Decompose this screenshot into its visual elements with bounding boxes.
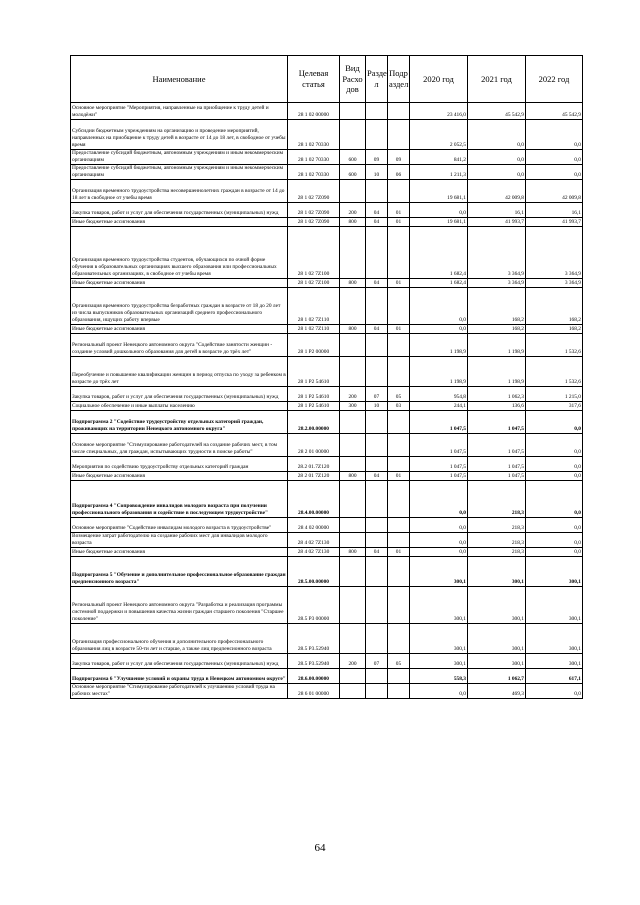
table-row (71, 684, 583, 699)
cell-year-2022: 0,0 (526, 434, 583, 457)
cell-subsection: 01 (388, 218, 410, 227)
cell-year-2020: 1 198,9 (410, 357, 468, 387)
cell-year-2021: 1 198,9 (468, 357, 526, 387)
cell-year-2020: 1 047,5 (410, 457, 468, 472)
cell-year-2020: 0,0 (410, 325, 468, 334)
cell-target-article: 28 1 02 70330 (288, 150, 340, 165)
cell-name: Возмещение затрат работодателю на создание рабочих мест для инвалидов молодого возраста (71, 533, 288, 548)
cell-year-2022: 168,2 (526, 288, 583, 325)
cell-name: Региональный проект Ненецкого автономного округа "Разработка и реализация программы системной поддержки и повышения качества жизни граждан старшего поколения "Старшее поколение" (71, 587, 288, 624)
table-row (71, 669, 583, 684)
table-row (71, 518, 583, 533)
cell-year-2021: 0,0 (468, 165, 526, 180)
cell-name: Основное мероприятие "Содействие инвалидам молодого возраста в трудоустройстве" (71, 518, 288, 533)
cell-year-2020: 1 047,5 (410, 472, 468, 481)
cell-section (366, 227, 388, 279)
cell-year-2021: 218,3 (468, 533, 526, 548)
header-name: Наименование (71, 56, 288, 103)
cell-year-2021: 3 364,9 (468, 227, 526, 279)
cell-subsection (388, 103, 410, 120)
cell-year-2021: 3 364,9 (468, 279, 526, 288)
cell-target-article: 28 1 P2 54610 (288, 402, 340, 411)
cell-year-2020: 1 047,5 (410, 411, 468, 434)
cell-expense-type (340, 518, 366, 533)
table-header-row (71, 56, 583, 103)
cell-target-article: 28 6 01 00000 (288, 684, 340, 699)
cell-year-2021: 16,1 (468, 203, 526, 218)
cell-year-2022: 0,0 (526, 165, 583, 180)
cell-year-2022: 1 532,6 (526, 357, 583, 387)
cell-subsection: 01 (388, 325, 410, 334)
cell-year-2022: 0,0 (526, 411, 583, 434)
table-row (71, 325, 583, 334)
cell-year-2020: 0,0 (410, 481, 468, 518)
cell-year-2020: 23 416,0 (410, 103, 468, 120)
cell-year-2020: 300,1 (410, 587, 468, 624)
table-row (71, 288, 583, 325)
cell-expense-type: 300 (340, 402, 366, 411)
cell-expense-type (340, 334, 366, 357)
table-row (71, 357, 583, 387)
cell-target-article: 28.2.00.00000 (288, 411, 340, 434)
cell-expense-type: 600 (340, 165, 366, 180)
cell-year-2021: 300,1 (468, 624, 526, 654)
cell-section (366, 434, 388, 457)
cell-target-article: 28 4 02 7Z130 (288, 548, 340, 557)
cell-target-article: 28 2 01 00000 (288, 434, 340, 457)
cell-year-2020: 0,0 (410, 684, 468, 699)
cell-year-2021: 136,6 (468, 402, 526, 411)
cell-name: Предоставление субсидий бюджетным, автономным учреждениям и иным некоммерческим организациям (71, 165, 288, 180)
table-row (71, 165, 583, 180)
table-row (71, 279, 583, 288)
cell-name: Региональный проект Ненецкого автономного округа "Содействие занятости женщин - создание условий дошкольного образования для детей в возрасте до трёх лет" (71, 334, 288, 357)
cell-target-article: 28.5 P3.52940 (288, 654, 340, 669)
table-row (71, 481, 583, 518)
cell-year-2021: 1 047,5 (468, 434, 526, 457)
cell-year-2022: 300,1 (526, 587, 583, 624)
cell-expense-type: 800 (340, 218, 366, 227)
cell-year-2022: 1 215,0 (526, 387, 583, 402)
page-number: 64 (314, 842, 326, 854)
cell-name: Мероприятия по содействию трудоустройству отдельных категорий граждан (71, 457, 288, 472)
table-row (71, 587, 583, 624)
cell-year-2021: 41 993,7 (468, 218, 526, 227)
cell-name: Основное мероприятие "Стимулирование работодателей на создание рабочих мест, в том числе специальных, для граждан, испытывающих трудности в поиске работы" (71, 434, 288, 457)
cell-section (366, 120, 388, 150)
cell-year-2020: 558,3 (410, 669, 468, 684)
cell-section: 04 (366, 548, 388, 557)
cell-subsection (388, 227, 410, 279)
cell-section: 04 (366, 325, 388, 334)
cell-name: Организация временного трудоустройства безработных граждан в возрасте от 18 до 20 лет из числа выпускников образовательных организаций среднего профессионального образования, ищущих работу впервые (71, 288, 288, 325)
cell-expense-type (340, 103, 366, 120)
cell-expense-type (340, 288, 366, 325)
table-row (71, 387, 583, 402)
table-row (71, 150, 583, 165)
cell-section: 10 (366, 402, 388, 411)
cell-year-2020: 1 682,4 (410, 227, 468, 279)
cell-expense-type: 200 (340, 387, 366, 402)
cell-year-2021: 1 047,5 (468, 411, 526, 434)
cell-year-2022: 300,1 (526, 624, 583, 654)
cell-name: Иные бюджетные ассигнования (71, 548, 288, 557)
cell-name: Организация временного трудоустройства несовершеннолетних граждан в возрасте от 14 до 18 лет в свободное от учебы время (71, 180, 288, 203)
cell-target-article: 28 1 02 7Z110 (288, 325, 340, 334)
cell-year-2021: 1 047,5 (468, 457, 526, 472)
cell-expense-type: 800 (340, 325, 366, 334)
cell-subsection: 09 (388, 150, 410, 165)
cell-name: Иные бюджетные ассигнования (71, 218, 288, 227)
cell-year-2021: 168,2 (468, 325, 526, 334)
cell-name: Закупка товаров, работ и услуг для обеспечения государственных (муниципальных) нужд (71, 203, 288, 218)
cell-year-2022: 41 993,7 (526, 218, 583, 227)
cell-subsection (388, 411, 410, 434)
cell-year-2021: 218,3 (468, 481, 526, 518)
cell-target-article: 28 4 02 7Z130 (288, 533, 340, 548)
cell-subsection (388, 434, 410, 457)
cell-section: 09 (366, 150, 388, 165)
cell-name: Основное мероприятие "Стимулирование работодателей к улучшению условий труда на рабочих местах" (71, 684, 288, 699)
table-row (71, 227, 583, 279)
cell-target-article: 28 1 02 7Z110 (288, 288, 340, 325)
cell-section (366, 533, 388, 548)
cell-expense-type (340, 624, 366, 654)
cell-section (366, 357, 388, 387)
cell-year-2020: 1 682,4 (410, 279, 468, 288)
table-row (71, 180, 583, 203)
cell-section (366, 481, 388, 518)
header-section: Разде л (366, 56, 388, 103)
cell-subsection (388, 669, 410, 684)
cell-name: Переобучение и повышение квалификации женщин в период отпуска по уходу за ребенком в возрасте до трёх лет (71, 357, 288, 387)
cell-expense-type (340, 357, 366, 387)
cell-year-2020: 300,1 (410, 557, 468, 587)
cell-year-2022: 0,0 (526, 481, 583, 518)
header-year-2021: 2021 год (468, 56, 526, 103)
cell-year-2021: 168,2 (468, 288, 526, 325)
cell-name: Иные бюджетные ассигнования (71, 279, 288, 288)
cell-year-2021: 45 542,9 (468, 103, 526, 120)
cell-target-article: 28.2 01.7Z120 (288, 457, 340, 472)
cell-section (366, 518, 388, 533)
table-row (71, 411, 583, 434)
cell-expense-type (340, 481, 366, 518)
cell-expense-type: 200 (340, 203, 366, 218)
cell-name: Иные бюджетные ассигнования (71, 325, 288, 334)
cell-subsection (388, 180, 410, 203)
cell-expense-type (340, 684, 366, 699)
cell-year-2020: 841,2 (410, 150, 468, 165)
cell-year-2021: 1 198,9 (468, 334, 526, 357)
cell-section (366, 557, 388, 587)
header-expense-type: Вид Расхо дов (340, 56, 366, 103)
table-row (71, 203, 583, 218)
table-row (71, 457, 583, 472)
cell-year-2022: 0,0 (526, 684, 583, 699)
cell-target-article: 28 1 P2 54610 (288, 357, 340, 387)
header-subsection: Подр аздел (388, 56, 410, 103)
cell-subsection (388, 684, 410, 699)
cell-subsection: 05 (388, 387, 410, 402)
cell-year-2022: 0,0 (526, 457, 583, 472)
cell-subsection (388, 120, 410, 150)
cell-year-2021: 1 062,7 (468, 669, 526, 684)
cell-section (366, 457, 388, 472)
cell-expense-type: 600 (340, 150, 366, 165)
table-body (71, 103, 583, 699)
cell-name: Иные бюджетные ассигнования (71, 472, 288, 481)
cell-name: Закупка товаров, работ и услуг для обеспечения государственных (муниципальных) нужд (71, 387, 288, 402)
cell-expense-type: 800 (340, 279, 366, 288)
cell-section: 07 (366, 654, 388, 669)
cell-year-2020: 1 211,3 (410, 165, 468, 180)
cell-expense-type (340, 587, 366, 624)
cell-year-2020: 0,0 (410, 548, 468, 557)
cell-target-article: 28 1 02 7Z100 (288, 279, 340, 288)
table-row (71, 557, 583, 587)
cell-year-2022: 168,2 (526, 325, 583, 334)
cell-section (366, 180, 388, 203)
table-row (71, 334, 583, 357)
cell-subsection (388, 624, 410, 654)
cell-subsection (388, 457, 410, 472)
cell-year-2020: 1 198,9 (410, 334, 468, 357)
cell-year-2020: 19 681,1 (410, 180, 468, 203)
table-row (71, 434, 583, 457)
cell-target-article: 28 1 02 7Z100 (288, 227, 340, 279)
cell-section: 04 (366, 218, 388, 227)
cell-expense-type (340, 434, 366, 457)
cell-subsection: 06 (388, 165, 410, 180)
cell-year-2022: 0,0 (526, 150, 583, 165)
cell-expense-type (340, 180, 366, 203)
cell-year-2022: 0,0 (526, 472, 583, 481)
cell-subsection (388, 557, 410, 587)
cell-expense-type: 200 (340, 654, 366, 669)
cell-year-2021: 42 009,8 (468, 180, 526, 203)
cell-year-2021: 1 062,3 (468, 387, 526, 402)
cell-year-2022: 42 009,8 (526, 180, 583, 203)
cell-name: Организация временного трудоустройства студентов, обучающихся по очной форме обучения в образовательных организациях высшего образования или профессиональных образовательных организациях, в свободное от учебы время (71, 227, 288, 279)
cell-expense-type (340, 533, 366, 548)
header-year-2022: 2022 год (526, 56, 583, 103)
table-row (71, 533, 583, 548)
cell-year-2020: 0,0 (410, 533, 468, 548)
cell-expense-type (340, 669, 366, 684)
cell-year-2020: 300,1 (410, 624, 468, 654)
cell-subsection: 01 (388, 279, 410, 288)
cell-expense-type (340, 411, 366, 434)
cell-year-2021: 218,3 (468, 518, 526, 533)
cell-target-article: 28.4.00.00000 (288, 481, 340, 518)
cell-year-2020: 1 047,5 (410, 434, 468, 457)
cell-year-2022: 617,1 (526, 669, 583, 684)
header-target-article: Целевая статья (288, 56, 340, 103)
cell-subsection (388, 334, 410, 357)
table-row (71, 624, 583, 654)
cell-year-2020: 0,0 (410, 203, 468, 218)
cell-subsection: 03 (388, 402, 410, 411)
table-row (71, 472, 583, 481)
cell-year-2021: 1 047,5 (468, 472, 526, 481)
cell-year-2022: 300,1 (526, 557, 583, 587)
cell-expense-type (340, 120, 366, 150)
cell-year-2022: 0,0 (526, 518, 583, 533)
cell-name: Подпрограмма 2 "Содействие трудоустройству отдельных категорий граждан, проживающих на территории Ненецкого автономного округа" (71, 411, 288, 434)
cell-year-2022: 317,6 (526, 402, 583, 411)
cell-target-article: 28.5.00.00000 (288, 557, 340, 587)
cell-section (366, 587, 388, 624)
cell-subsection (388, 481, 410, 518)
cell-year-2022: 16,1 (526, 203, 583, 218)
cell-subsection (388, 518, 410, 533)
cell-section (366, 103, 388, 120)
cell-subsection: 01 (388, 203, 410, 218)
cell-expense-type (340, 557, 366, 587)
cell-target-article: 28 1 P2 00000 (288, 334, 340, 357)
cell-name: Подпрограмма 4 "Сопровождение инвалидов молодого возраста при получении профессионального образования и содействие в последующем трудоустройстве" (71, 481, 288, 518)
cell-subsection (388, 533, 410, 548)
cell-target-article: 28 2 01 7Z120 (288, 472, 340, 481)
table-row (71, 654, 583, 669)
budget-table (70, 55, 583, 699)
cell-year-2020: 19 681,1 (410, 218, 468, 227)
cell-year-2021: 300,1 (468, 654, 526, 669)
header-year-2020: 2020 год (410, 56, 468, 103)
cell-subsection: 01 (388, 548, 410, 557)
budget-table-sheet (70, 55, 582, 699)
cell-year-2020: 0,0 (410, 288, 468, 325)
cell-section (366, 684, 388, 699)
cell-name: Подпрограмма 5 "Обучение и дополнительное профессиональное образование граждан предпенсионного возраста" (71, 557, 288, 587)
cell-name: Закупка товаров, работ и услуг для обеспечения государственных (муниципальных) нужд (71, 654, 288, 669)
cell-section: 04 (366, 279, 388, 288)
cell-name: Предоставление субсидий бюджетным, автономным учреждениям и иным некоммерческим организациям (71, 150, 288, 165)
cell-section (366, 669, 388, 684)
cell-name: Субсидии бюджетным учреждениям на организацию и проведение мероприятий, направленных на приобщение к труду детей в возрасте от 14 до 18 лет, в свободное от учебы время (71, 120, 288, 150)
cell-year-2022: 45 542,9 (526, 103, 583, 120)
cell-name: Подпрограмма 6 "Улучшение условий и охраны труда в Ненецком автономном округе" (71, 669, 288, 684)
cell-target-article: 28.6.00.00000 (288, 669, 340, 684)
cell-target-article: 28.5 P3.52940 (288, 624, 340, 654)
cell-year-2022: 3 364,9 (526, 227, 583, 279)
cell-name: Социальное обеспечение и иные выплаты населению (71, 402, 288, 411)
cell-expense-type: 800 (340, 548, 366, 557)
cell-section: 04 (366, 472, 388, 481)
cell-subsection (388, 288, 410, 325)
cell-expense-type (340, 227, 366, 279)
cell-section (366, 334, 388, 357)
table-row (71, 120, 583, 150)
cell-target-article: 28 1 02 70330 (288, 120, 340, 150)
cell-section: 10 (366, 165, 388, 180)
cell-year-2021: 469,3 (468, 684, 526, 699)
cell-year-2021: 300,1 (468, 587, 526, 624)
cell-year-2022: 1 532,6 (526, 334, 583, 357)
cell-year-2022: 0,0 (526, 533, 583, 548)
cell-target-article: 28 1 P2 54610 (288, 387, 340, 402)
table-row (71, 218, 583, 227)
table-row (71, 548, 583, 557)
cell-target-article: 28.5 P3 00000 (288, 587, 340, 624)
cell-year-2021: 0,0 (468, 120, 526, 150)
cell-target-article: 28 1 02 7Z090 (288, 180, 340, 203)
cell-target-article: 28 1 02 7Z090 (288, 218, 340, 227)
table-row (71, 103, 583, 120)
cell-subsection: 01 (388, 472, 410, 481)
cell-year-2022: 0,0 (526, 548, 583, 557)
cell-year-2020: 0,0 (410, 518, 468, 533)
cell-section: 07 (366, 387, 388, 402)
cell-subsection: 05 (388, 654, 410, 669)
cell-year-2021: 300,1 (468, 557, 526, 587)
cell-target-article: 28 1 02 00000 (288, 103, 340, 120)
cell-year-2020: 2 052,5 (410, 120, 468, 150)
table-row (71, 402, 583, 411)
cell-year-2021: 0,0 (468, 150, 526, 165)
cell-year-2020: 954,8 (410, 387, 468, 402)
cell-target-article: 28 4 02 00000 (288, 518, 340, 533)
cell-year-2022: 0,0 (526, 120, 583, 150)
cell-year-2022: 300,1 (526, 654, 583, 669)
cell-year-2020: 300,1 (410, 654, 468, 669)
cell-target-article: 28 1 02 70330 (288, 165, 340, 180)
cell-year-2021: 218,3 (468, 548, 526, 557)
cell-section (366, 624, 388, 654)
cell-section (366, 288, 388, 325)
cell-subsection (388, 587, 410, 624)
cell-subsection (388, 357, 410, 387)
cell-section (366, 411, 388, 434)
cell-expense-type: 800 (340, 472, 366, 481)
cell-name: Основное мероприятие "Мероприятия, направленные на приобщение к труду детей и молодёжи" (71, 103, 288, 120)
cell-section: 04 (366, 203, 388, 218)
cell-year-2020: 244,1 (410, 402, 468, 411)
cell-target-article: 28 1 02 7Z090 (288, 203, 340, 218)
cell-year-2022: 3 364,9 (526, 279, 583, 288)
cell-expense-type (340, 457, 366, 472)
cell-name: Организация профессионального обучения и дополнительного профессионального образования лиц в возрасте 50-ти лет и старше, а также лиц предпенсионного возраста (71, 624, 288, 654)
